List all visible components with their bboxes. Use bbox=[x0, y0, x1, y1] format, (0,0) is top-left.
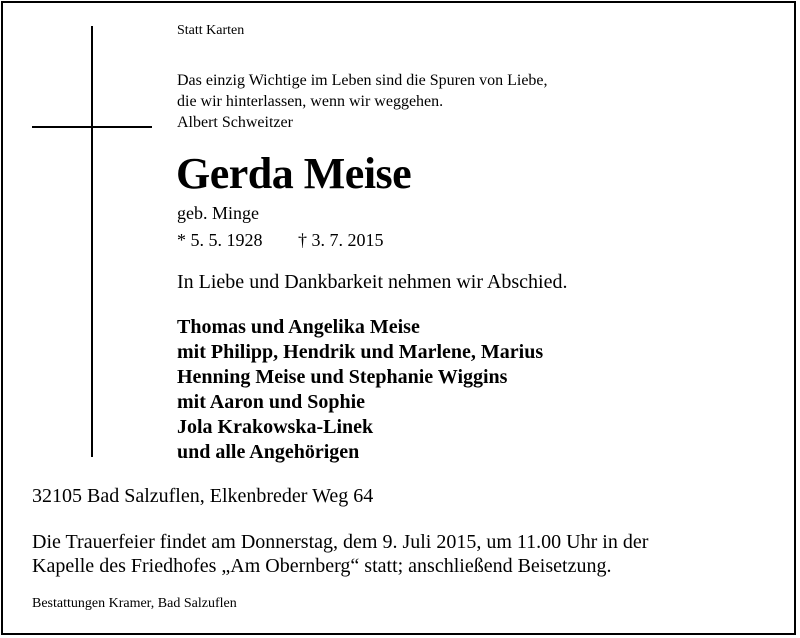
address-text: 32105 Bad Salzuflen, Elkenbreder Weg 64 bbox=[32, 485, 374, 507]
maiden-name: geb. Minge bbox=[177, 203, 259, 223]
ceremony-line-1: Die Trauerfeier findet am Donnerstag, dem 9. Juli 2015, um 11.00 Uhr in der bbox=[32, 531, 649, 553]
cross-icon-horizontal bbox=[32, 126, 152, 128]
mourner-line: Thomas und Angelika Meise bbox=[177, 316, 420, 338]
intro-label: Statt Karten bbox=[177, 23, 245, 38]
mourner-line: mit Philipp, Hendrik und Marlene, Marius bbox=[177, 341, 544, 363]
mourner-line: und alle Angehörigen bbox=[177, 441, 360, 463]
farewell-text: In Liebe und Dankbarkeit nehmen wir Abschied. bbox=[177, 271, 568, 293]
death-date: † 3. 7. 2015 bbox=[298, 230, 384, 250]
mourner-line: mit Aaron und Sophie bbox=[177, 391, 366, 413]
deceased-name: Gerda Meise bbox=[176, 149, 412, 198]
mourner-line: Jola Krakowska-Linek bbox=[177, 416, 374, 438]
mourner-line: Henning Meise und Stephanie Wiggins bbox=[177, 366, 508, 388]
cross-icon-vertical bbox=[91, 26, 93, 457]
quote-line-1: Das einzig Wichtige im Leben sind die Spuren von Liebe, bbox=[177, 72, 548, 89]
quote-author: Albert Schweitzer bbox=[177, 114, 293, 131]
quote-line-2: die wir hinterlassen, wenn wir weggehen. bbox=[177, 93, 444, 110]
ceremony-line-2: Kapelle des Friedhofes „Am Obernberg“ statt; anschließend Beisetzung. bbox=[32, 555, 612, 577]
undertaker-text: Bestattungen Kramer, Bad Salzuflen bbox=[32, 596, 237, 611]
birth-date: * 5. 5. 1928 bbox=[177, 230, 263, 250]
